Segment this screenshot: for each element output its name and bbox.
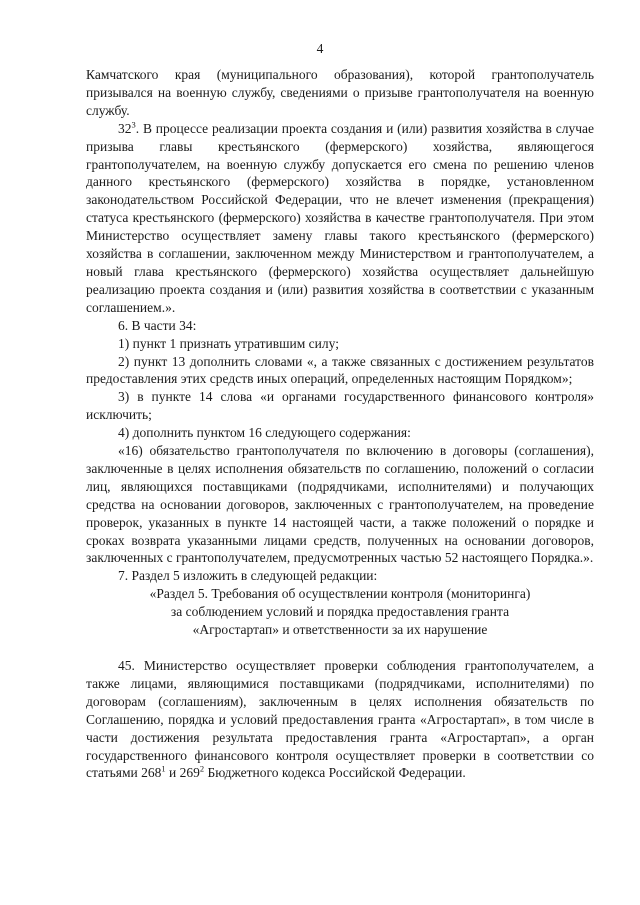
article-superscript: 1 — [161, 763, 166, 774]
clause-number: 32 — [118, 120, 132, 136]
clause-16: «16) обязательство грантополучателя по включению в договоры (соглашения), заключенные в целях исполнения обязательств по соглашению, положений о согласии лиц, являющихся поставщиками (подрядчиками, исполнителями) и получающих средства на основании договоров, заключенных с грантополучателем, на проведение проверок, указанных в пункте 14 настоящей части, а также положений о порядке и сроках возврата указанными лицами средств, полученных на основании договоров, заключенных с грантополучателем, предусмотренных частью 52 настоящего Порядка.». — [86, 443, 594, 566]
paragraph-part-34: 6. В части 34: — [118, 317, 197, 333]
spacer — [86, 639, 594, 657]
list-item-3: 3) в пункте 14 слова «и органами государственного финансового контроля» исключить; — [86, 389, 594, 423]
clause-text: . В процессе реализации проекта создания и (или) развития хозяйства в случае призыва главы крестьянского (фермерского) хозяйства, являющегося грантополучателем, на военную службу допускается его смена по решению членов данного крестьянского (фермерского) хозяйства в порядке, установленном законодательством Российской Федерации, что не влечет изменения (прекращения) статуса крестьянского (фермерского) хозяйства в качестве грантополучателя. При этом Министерство осуществляет замену главы такого крестьянского (фермерского) хозяйства в соглашении, заключенном между Министерством и грантополучателем, а новый глава крестьянского (фермерского) хозяйства осуществляет дальнейшую реализацию проекта создания и (или) развития хозяйства в соответствии с указанным соглашением.». — [86, 120, 594, 315]
clause-text-end: Бюджетного кодекса Российской Федерации. — [204, 765, 466, 781]
section-heading-line-1: «Раздел 5. Требования об осуществлении контроля (мониторинга) — [149, 586, 531, 602]
clause-text: 45. Министерство осуществляет проверки соблюдения грантополучателем, а также лицами, являющимися поставщиками (подрядчиками, исполнителями) по договорам (соглашениям), заключенным в целях исполнения обязательств по Соглашению, порядка и условий предоставления гранта «Агростартап», в том числе в части достижения результата предоставления гранта «Агростартап», а орган государственного финансового контроля осуществляет проверки в соответствии со статьями 268 — [86, 658, 594, 781]
paragraph-45 — [86, 657, 594, 782]
list-item-2: 2) пункт 13 дополнить словами «, а также связанных с достижением результатов предоставления этих средств иных операций, определенных настоящим Порядком»; — [86, 353, 594, 387]
clause-superscript: 3 — [131, 119, 136, 130]
paragraph-continuation: Камчатского края (муниципального образования), которой грантополучатель призывался на военную службу, сведениями о призыве грантополучателя на военную службу. — [86, 67, 594, 118]
section-heading-line-3: «Агростартап» и ответственности за их нарушение — [192, 622, 488, 638]
list-item-1: 1) пункт 1 признать утратившим силу; — [118, 335, 339, 351]
paragraph-32-3 — [86, 120, 594, 317]
paragraph-section-5: 7. Раздел 5 изложить в следующей редакции: — [118, 568, 378, 584]
article-superscript: 2 — [199, 763, 205, 774]
section-heading-line-2: за соблюдением условий и порядка предоставления гранта — [170, 604, 510, 620]
clause-text-mid: и 269 — [165, 765, 200, 781]
list-item-4: 4) дополнить пунктом 16 следующего содержания: — [118, 425, 411, 441]
document-body — [86, 66, 594, 782]
page-number: 4 — [316, 41, 324, 56]
